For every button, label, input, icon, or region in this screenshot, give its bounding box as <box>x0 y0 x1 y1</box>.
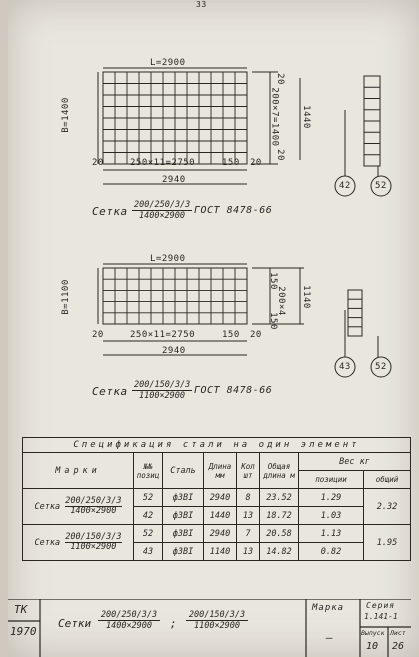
tb-year: 1970 <box>10 625 37 638</box>
spec-header-steel: Сталь <box>163 453 204 489</box>
tb-marka-label: Марка <box>312 603 345 613</box>
spec-cell-total-len: 14.82 <box>260 543 299 561</box>
spec-header-weight-pos: позиции <box>299 471 364 489</box>
top-length-dim: L=2900 <box>150 58 186 68</box>
top-side-dim-3: 20 <box>274 149 285 161</box>
spec-mark-1-word: Сетка <box>34 502 61 512</box>
tb-fraction-1 <box>98 610 160 631</box>
spec-mark-2-word: Сетка <box>34 538 61 548</box>
title-block <box>8 599 411 657</box>
top-mesh-section-bars <box>364 87 380 155</box>
spec-cell-qty: 13 <box>237 507 260 525</box>
spec-cell-length: 1440 <box>204 507 237 525</box>
spec-mark-2-den: 1100×2900 <box>70 542 117 552</box>
spec-header-length: Длина мм <box>204 453 237 489</box>
spec-mark-1-num: 200/250/3/3 <box>65 496 122 506</box>
bottom-spacing-dim: 250×11=2750 <box>130 330 196 340</box>
bottom-caption-den: 1100×2900 <box>138 391 186 401</box>
spec-cell-weight: 1.13 <box>299 525 364 543</box>
tb-frac1-den: 1400×2900 <box>105 621 153 631</box>
spec-cell-steel: ф3ВI <box>163 507 204 525</box>
spec-cell-length: 2940 <box>204 489 237 507</box>
spec-cell-pos: 52 <box>134 489 163 507</box>
bottom-side-dim-3: 150 <box>267 312 278 330</box>
top-right-edge: 20 <box>250 158 262 168</box>
top-caption-fraction <box>132 200 192 221</box>
tb-frac1-num: 200/250/3/3 <box>98 610 160 621</box>
bottom-mesh-section <box>348 290 362 336</box>
page-number: 33 <box>196 0 207 9</box>
bottom-side-dim-1: 150 <box>267 272 278 290</box>
top-mesh-grid <box>103 72 247 164</box>
top-caption-den: 1400×2900 <box>138 211 186 221</box>
spec-cell-qty: 13 <box>237 543 260 561</box>
spec-header-weight: Вес кг <box>299 453 411 471</box>
spec-cell-weight: 0.82 <box>299 543 364 561</box>
tb-frac2-den: 1100×2900 <box>193 621 241 631</box>
spec-cell-weight: 1.03 <box>299 507 364 525</box>
bottom-caption-fraction <box>132 380 192 401</box>
spec-cell-length: 1140 <box>204 543 237 561</box>
bottom-side-dim-2: 200×4 <box>275 286 286 316</box>
spec-header-qty: Кол шт <box>237 453 260 489</box>
spec-header-weight-total: общий <box>364 471 411 489</box>
spec-mark-2 <box>23 525 134 561</box>
spec-header-marks: Марки <box>23 453 134 489</box>
bottom-length-dim: L=2900 <box>150 254 186 264</box>
top-overall: 2940 <box>162 175 186 185</box>
tb-tk: ТК <box>14 603 28 616</box>
bottom-mesh-grid <box>103 268 247 324</box>
spec-title: Спецификация стали на один элемент <box>23 438 411 453</box>
spec-cell-total-weight: 1.95 <box>364 525 411 561</box>
bottom-right-gap: 150 <box>222 330 240 340</box>
spec-cell-total-weight: 2.32 <box>364 489 411 525</box>
top-right-gap: 150 <box>222 158 240 168</box>
tb-issue-label: Выпуск <box>361 629 385 637</box>
tb-fraction-2 <box>186 610 248 631</box>
tb-separator: ; <box>170 617 177 630</box>
tb-sheet-label: Лист <box>390 629 406 637</box>
spec-cell-steel: ф3ВI <box>163 543 204 561</box>
spec-cell-steel: ф3ВI <box>163 489 204 507</box>
bottom-caption-std: ГОСТ 8478-66 <box>194 385 273 396</box>
bottom-overall: 2940 <box>162 346 186 356</box>
spec-header-total-len: Общая длина м <box>260 453 299 489</box>
steel-spec-table <box>22 437 411 561</box>
spec-mark-1 <box>23 489 134 525</box>
marker-42: 42 <box>339 181 351 191</box>
spec-cell-length: 2940 <box>204 525 237 543</box>
tb-name: Сетки <box>58 617 92 630</box>
top-caption-num: 200/250/3/3 <box>134 200 191 210</box>
top-caption-word: Сетка <box>92 205 128 218</box>
bottom-left-edge: 20 <box>92 330 104 340</box>
bottom-width-dim: B=1100 <box>60 279 71 315</box>
tb-series-label: Серия <box>366 601 396 610</box>
spec-cell-steel: ф3ВI <box>163 525 204 543</box>
spec-mark-1-den: 1400×2900 <box>70 506 117 516</box>
bottom-side-total: 1140 <box>300 285 311 309</box>
marker-43: 43 <box>339 362 351 372</box>
bottom-caption-num: 200/150/3/3 <box>134 380 191 390</box>
tb-marka-value: — <box>326 631 333 644</box>
bottom-right-edge: 20 <box>250 330 262 340</box>
spec-mark-2-num: 200/150/3/3 <box>65 532 122 542</box>
tb-frac2-num: 200/150/3/3 <box>186 610 248 621</box>
top-spacing-dim: 250×11=2750 <box>130 158 196 168</box>
top-caption-std: ГОСТ 8478-66 <box>194 205 273 216</box>
top-side-dim-1: 20 <box>274 73 285 85</box>
spec-cell-pos: 52 <box>134 525 163 543</box>
table-row <box>23 525 411 543</box>
spec-cell-qty: 8 <box>237 489 260 507</box>
spec-cell-pos: 42 <box>134 507 163 525</box>
spec-header-pos: №№ позиц <box>134 453 163 489</box>
spec-cell-qty: 7 <box>237 525 260 543</box>
table-row <box>23 489 411 507</box>
bottom-mesh-section-bars <box>348 299 362 327</box>
top-width-dim: B=1400 <box>60 97 71 133</box>
marker-52b: 52 <box>375 362 387 372</box>
marker-52: 52 <box>375 181 387 191</box>
spec-cell-pos: 43 <box>134 543 163 561</box>
tb-issue-value: 10 <box>366 641 379 652</box>
spec-cell-weight: 1.29 <box>299 489 364 507</box>
top-side-dim-2: 200×7=1400 <box>269 87 280 147</box>
spec-cell-total-len: 18.72 <box>260 507 299 525</box>
spec-cell-total-len: 23.52 <box>260 489 299 507</box>
spec-cell-total-len: 20.58 <box>260 525 299 543</box>
top-left-edge: 20 <box>92 158 104 168</box>
tb-sheet-value: 26 <box>392 641 405 652</box>
top-side-total: 1440 <box>300 105 311 129</box>
tb-series-value: 1.141-1 <box>364 612 398 621</box>
bottom-caption-word: Сетка <box>92 385 128 398</box>
